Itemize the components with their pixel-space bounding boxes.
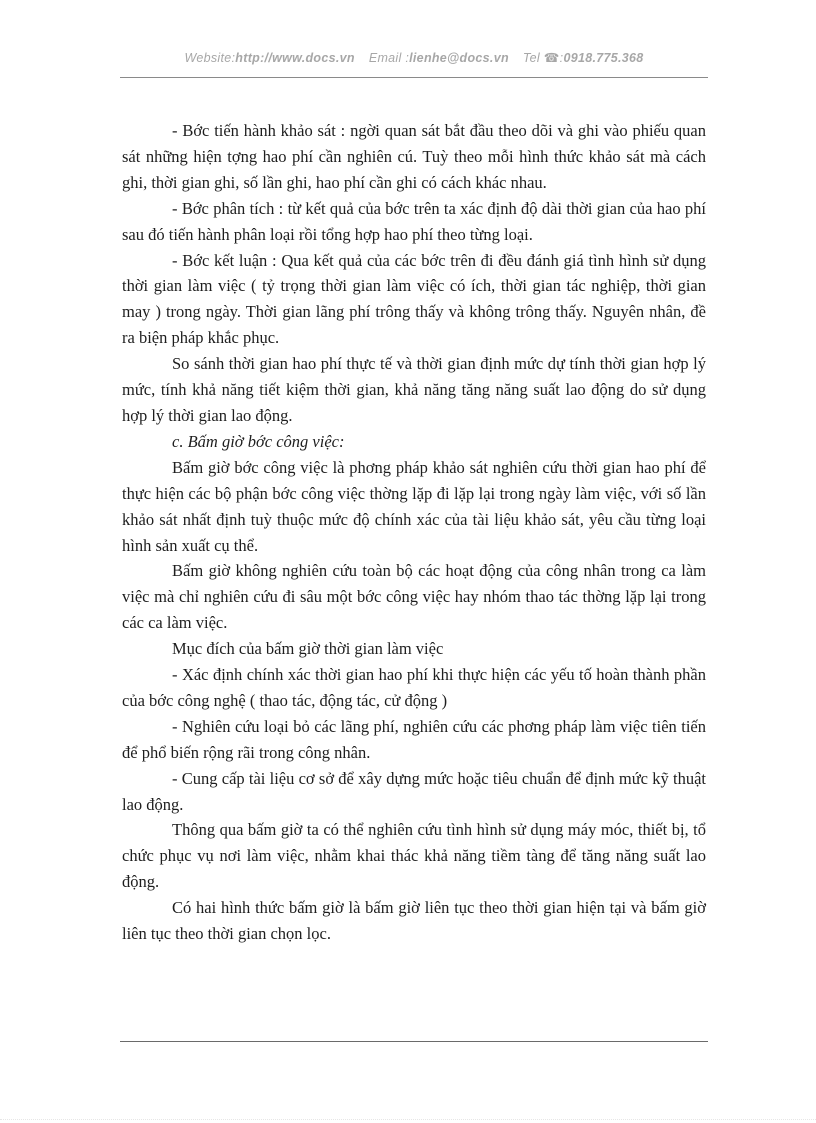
tel-number: 0918.775.368	[563, 51, 644, 65]
page-edge	[0, 1119, 816, 1120]
paragraph-scope: Bấm giờ không nghiên cứu toàn bộ các hoạt động của công nhân trong ca làm việc mà chỉ nghiên cứu đi sâu một bớc công việc hay nhóm thao tác thờng lặp lại trong các ca làm việc.	[122, 561, 706, 633]
paragraph-purpose-2: - Nghiên cứu loại bỏ các lãng phí, nghiên cứu các phơng pháp làm việc tiên tiến để phổ biến rộng rãi trong công nhân.	[122, 716, 706, 762]
paragraph-step-analysis: - Bớc phân tích : từ kết quả của bớc trên ta xác định độ dài thời gian của hao phí sau đó tiến hành phân loại rồi tổng hợp hao phí theo từng loại.	[122, 198, 706, 244]
document-body	[122, 118, 706, 947]
footer-divider	[120, 1041, 708, 1042]
email-address[interactable]: lienhe@docs.vn	[409, 51, 509, 65]
paragraph-purpose-title: Mục đích của bấm giờ thời gian làm việc	[172, 639, 444, 659]
header-divider	[120, 77, 708, 78]
paragraph-usage: Thông qua bấm giờ ta có thể nghiên cứu tình hình sử dụng máy móc, thiết bị, tổ chức phục vụ nơi làm việc, nhằm khai thác khả năng tiềm tàng để tăng năng suất lao động.	[122, 820, 706, 892]
paragraph-comparison: So sánh thời gian hao phí thực tế và thời gian định mức dự tính thời gian hợp lý mức, tính khả năng tiết kiệm thời gian, khả năng tăng năng suất lao động do sử dụng hợp lý thời gian lao động.	[122, 354, 706, 425]
website-label: Website:	[184, 51, 236, 65]
paragraph-definition: Bấm giờ bớc công việc là phơng pháp khảo sát nghiên cứu thời gian hao phí để thực hiện các bộ phận bớc công việc thờng lặp đi lặp lại trong ngày làm việc, với số lần khảo sát nhất định tuỳ thuộc mức độ chính xác của tài liệu khảo sát, yêu cầu từng loại hình sản xuất cụ thể.	[122, 457, 706, 555]
paragraph-purpose-1: - Xác định chính xác thời gian hao phí khi thực hiện các yếu tố hoàn thành phần của bớc công nghệ ( thao tác, động tác, cử động )	[122, 665, 706, 710]
page-header	[120, 50, 708, 65]
paragraph-step-conclusion: - Bớc kết luận : Qua kết quả của các bớc trên đi đều đánh giá tình hình sử dụng thời gian làm việc ( tỷ trọng thời gian làm việc có ích, thời gian tác nghiệp, thời gian may ) trong ngày. Thời gian lãng phí trông thấy và không trông thấy. Nguyên nhân, đề ra biện pháp khắc phục.	[122, 250, 706, 348]
tel-label: Tel ☎:	[522, 51, 564, 65]
website-url[interactable]: http://www.docs.vn	[235, 51, 355, 65]
section-heading: c. Bấm giờ bớc công việc:	[172, 431, 345, 451]
paragraph-step-survey: - Bớc tiến hành khảo sát : ngời quan sát bắt đầu theo dõi và ghi vào phiếu quan sát những hiện tợng hao phí cần nghiên cú. Tuỳ theo mỗi hình thức khảo sát mà cách ghi, thời gian ghi, số lần ghi, hao phí cần ghi có cách khác nhau.	[122, 121, 706, 192]
paragraph-purpose-3: - Cung cấp tài liệu cơ sở để xây dựng mức hoặc tiêu chuẩn để định mức kỹ thuật lao động.	[122, 768, 706, 814]
email-label: Email :	[368, 51, 410, 65]
paragraph-forms: Có hai hình thức bấm giờ là bấm giờ liên tục theo thời gian hiện tại và bấm giờ liên tục theo thời gian chọn lọc.	[122, 898, 706, 944]
